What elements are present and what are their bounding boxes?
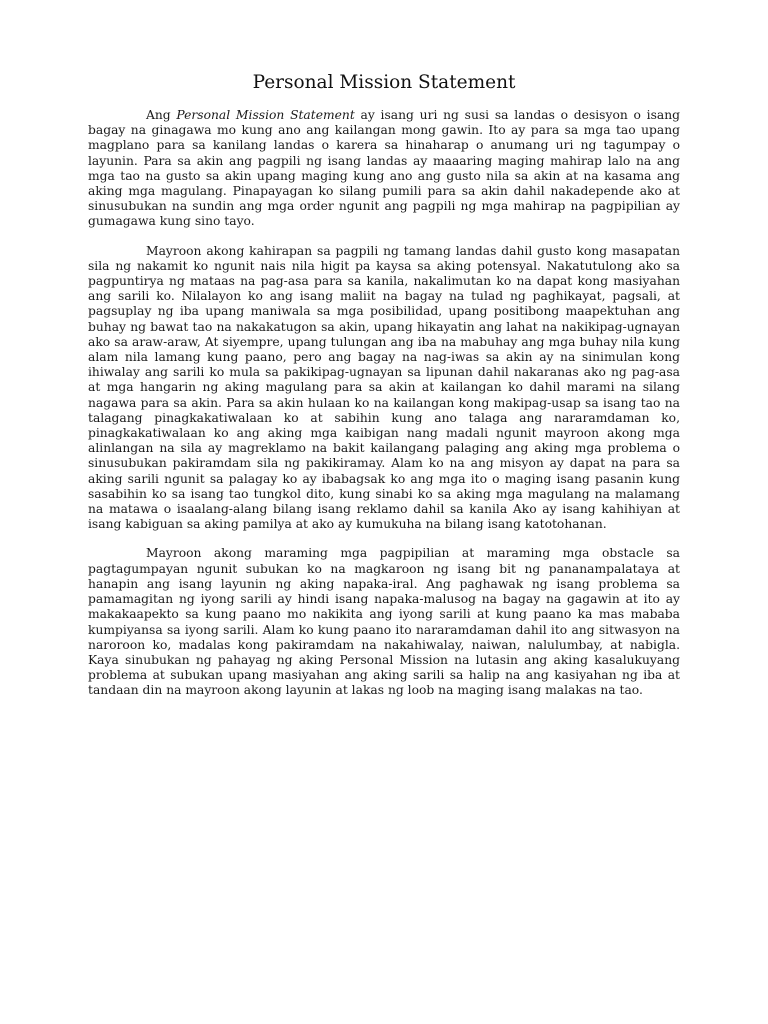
paragraph-1-emphasis: Personal Mission Statement [176,108,355,122]
paragraph-1-lead: Ang [146,108,177,122]
document-title: Personal Mission Statement [252,72,516,93]
paragraph-1 [88,108,680,230]
document-body [88,108,680,713]
paragraph-3: Mayroon akong maraming mga pagpipilian at maraming mga obstacle sa pagtagumpayan ngunit subukan ko na magkaroon ng isang bit ng pananampalataya at hanapin ang isang layunin ng aking napaka-iral. Ang paghawak ng isang problema sa pamamagitan ng iyong sarili ay hindi isang napaka-malusog na bagay na gagawin at ito ay makakaapekto sa kung paano mo nakikita ang iyong sarili at kung paano ka mas mababa kumpiyansa sa iyong sarili. Alam ko kung paano ito nararamdaman dahil ito ang sitwasyon na naroroon ko, madalas kong pakiramdam na nakahiwalay, naiwan, nalulumbay, at nabigla. Kaya sinubukan ng pahayag ng aking Personal Mission na lutasin ang aking kasalukuyang problema at subukan upang masiyahan ang aking sarili sa halip na ang kasiyahan ng iba at tandaan din na mayroon akong layunin at lakas ng loob na maging isang malakas na tao. [88,546,680,698]
paragraph-2: Mayroon akong kahirapan sa pagpili ng tamang landas dahil gusto kong masapatan sila ng nakamit ko ngunit nais nila higit pa kaysa sa aking potensyal. Nakatutulong ako sa pagpuntirya ng mataas na pag-asa para sa kanila, nakalimutan ko na dapat kong masiyahan ang sarili ko. Nilalayon ko ang isang maliit na bagay na tulad ng paghikayat, pagsali, at pagsuplay ng iba upang maniwala sa mga posibilidad, upang positibong maapektuhan ang buhay ng bawat tao na nakakatugon sa akin, upang hikayatin ang lahat na nakikipag-ugnayan ako sa araw-araw, At siyempre, upang tulungan ang iba na mabuhay ang mga buhay nila kung alam nila lamang kung paano, pero ang bagay na nag-iwas sa akin ay na sinimulan kong ihiwalay ang sarili ko mula sa pakikipag-ugnayan sa lipunan dahil nakaranas ako ng pag-asa at mga hangarin ng aking magulang para sa akin at kailangan ko dahil marami na silang nagawa para sa akin. Para sa akin hulaan ko na kailangan kong makipag-usap sa isang tao na talagang pinagkakatiwalaan ko at sabihin kung ano talaga ang nararamdaman ko, pinagkakatiwalaan ko ang aking mga kaibigan nang madali ngunit mayroon akong mga alinlangan na sila ay magreklamo na bakit kailangang palaging ang aking mga problema o sinusubukan pakiramdam sila ng pakikiramay. Alam ko na ang misyon ay dapat na para sa aking sarili ngunit sa palagay ko ay ibabagsak ko ang mga ito o maging isang pasanin kung sasabihin ko sa isang tao tungkol dito, kung sinabi ko sa aking mga magulang na malamang na matawa o isaalang-alang bilang isang reklamo dahil sa kanila Ako ay isang kahihiyan at isang kabiguan sa aking pamilya at ako ay kumukuha na bilang isang katotohanan. [88,243,680,532]
paragraph-1-rest: ay isang uri ng susi sa landas o desisyon o isang bagay na ginagawa mo kung ano ang kailangan mong gawin. Ito ay para sa mga tao upang magplano para sa kanilang landas o karera sa hinaharap o anumang uri ng tagumpay o layunin. Para sa akin ang pagpili ng isang landas ay maaaring maging mahirap lalo na ang mga tao na gusto sa akin upang maging kung ano ang gusto nila sa akin at na kasama ang aking mga magulang. Pinapayagan ko silang pumili para sa akin dahil nakadepende ako at sinusubukan na sundin ang mga order ngunit ang pagpili ng mga mahirap na pagpipilian ay gumagawa kung sino tayo. [88,108,681,229]
